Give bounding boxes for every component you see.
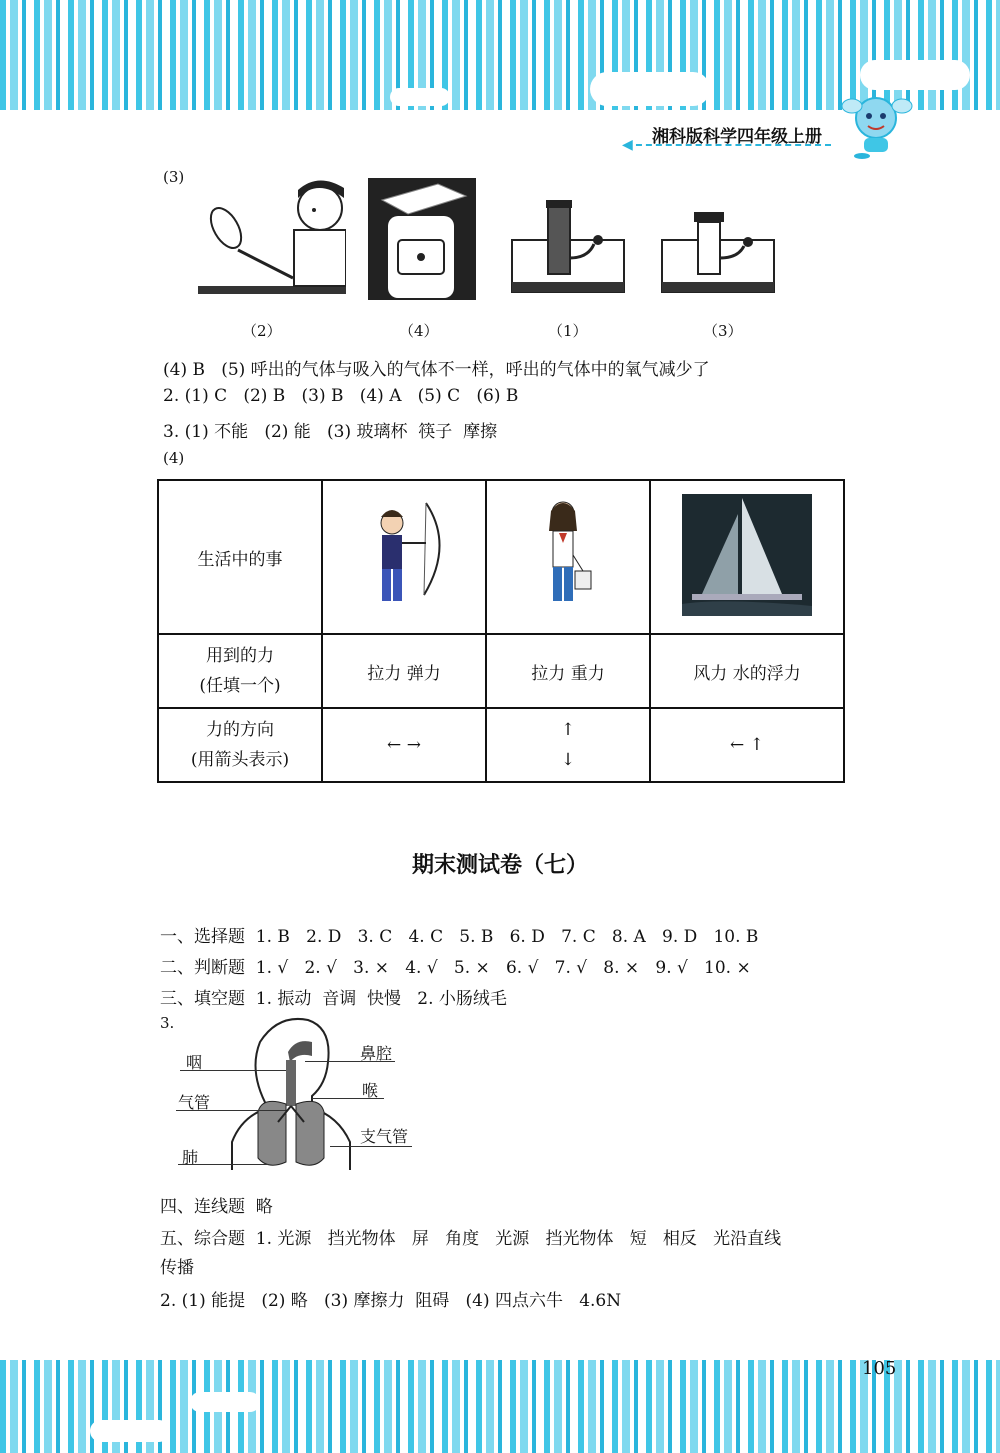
bottle-empty-in-water-image (658, 178, 780, 300)
label-leader-line (178, 1164, 268, 1165)
diagram-label-nasal-cavity: 鼻腔 (360, 1044, 393, 1063)
jar-with-plate-image (368, 178, 476, 300)
table-row (158, 708, 844, 782)
diagram-label-trachea: 气管 (178, 1093, 211, 1112)
section-title: 期末测试卷（七） (412, 853, 589, 878)
question-number: (3) (163, 168, 185, 186)
table-cell (486, 708, 650, 782)
answer-line: 2. (1) 能提 (2) 略 (3) 摩擦力 阻碍 (4) 四点六牛 4.6N (160, 1291, 622, 1311)
answer-line: (4) (163, 449, 185, 467)
answer-line: (4) B (5) 呼出的气体与吸入的气体不一样，呼出的气体中的氧气减少了 (163, 360, 710, 380)
table-cell: ← ↑ (650, 708, 844, 782)
table-header-text: (用箭头表示) (190, 750, 290, 770)
cloud-decoration (190, 1392, 260, 1412)
diagram-label-lung: 肺 (182, 1148, 199, 1167)
label-leader-line (312, 1098, 384, 1099)
figure-label: （4） (399, 322, 439, 340)
diagram-label-larynx: 喉 (362, 1081, 379, 1100)
archer-image (354, 495, 454, 615)
figure-label: （3） (703, 322, 743, 340)
table-row (158, 634, 844, 708)
label-leader-line (330, 1146, 412, 1147)
answer-line: 3. (160, 1014, 175, 1032)
table-header-cell: 生活中的事 (158, 480, 322, 634)
table-header-text: 用到的力 (206, 646, 274, 666)
figure-label: （1） (548, 322, 588, 340)
boy-blowing-bag-image (198, 178, 346, 300)
table-cell (650, 480, 844, 634)
table-cell: 拉力 重力 (486, 634, 650, 708)
book-title: 湘科版科学四年级上册 (652, 127, 822, 147)
table-row (158, 480, 844, 634)
table-header-cell (158, 634, 322, 708)
diagram-label-pharynx: 咽 (186, 1053, 203, 1072)
answer-line: 3. (1) 不能 (2) 能 (3) 玻璃杯 筷子 摩擦 (163, 422, 498, 442)
arrow-left-icon: ◀ (622, 137, 633, 153)
answer-line: 一、选择题 1. B 2. D 3. C 4. C 5. B 6. D 7. C 8. A 9. D 10. B (160, 927, 759, 947)
answer-line: 五、综合题 1. 光源 挡光物体 屏 角度 光源 挡光物体 短 相反 光沿直线 (160, 1229, 782, 1249)
answer-line: 四、连线题 略 (160, 1197, 273, 1217)
table-cell (322, 480, 486, 634)
mascot-icon (838, 90, 918, 160)
answer-line: 二、判断题 1. √ 2. √ 3. × 4. √ 5. × 6. √ 7. √ 8. × 9. √ 10. × (160, 958, 751, 978)
table-cell: ← → (322, 708, 486, 782)
table-cell (486, 480, 650, 634)
table-cell: 拉力 弹力 (322, 634, 486, 708)
cloud-decoration (590, 72, 710, 106)
answer-line: 2. (1) C (2) B (3) B (4) A (5) C (6) B (163, 386, 519, 406)
figure-label: （2） (242, 322, 282, 340)
table-header-cell (158, 708, 322, 782)
girl-carrying-bucket-image (533, 495, 603, 615)
cloud-decoration (90, 1420, 170, 1442)
answer-line: 传播 (160, 1258, 194, 1278)
answer-line: 三、填空题 1. 振动 音调 快慢 2. 小肠绒毛 (160, 989, 507, 1009)
arrow-down-icon: ↓ (560, 750, 576, 770)
cloud-decoration (860, 60, 970, 90)
page-number: 105 (862, 1358, 897, 1379)
force-table (157, 479, 845, 783)
bottle-in-water-image (508, 178, 630, 300)
table-cell: 风力 水的浮力 (650, 634, 844, 708)
table-header-text: 力的方向 (206, 720, 274, 740)
diagram-label-bronchus: 支气管 (360, 1127, 409, 1146)
label-leader-line (176, 1110, 286, 1111)
sailboat-image (682, 494, 812, 616)
label-leader-line (305, 1061, 395, 1062)
respiratory-system-diagram (228, 1012, 353, 1172)
arrow-up-icon: ↑ (560, 720, 576, 740)
table-header-text: (任填一个) (199, 676, 281, 696)
label-leader-line (180, 1070, 286, 1071)
cloud-decoration (390, 88, 450, 106)
